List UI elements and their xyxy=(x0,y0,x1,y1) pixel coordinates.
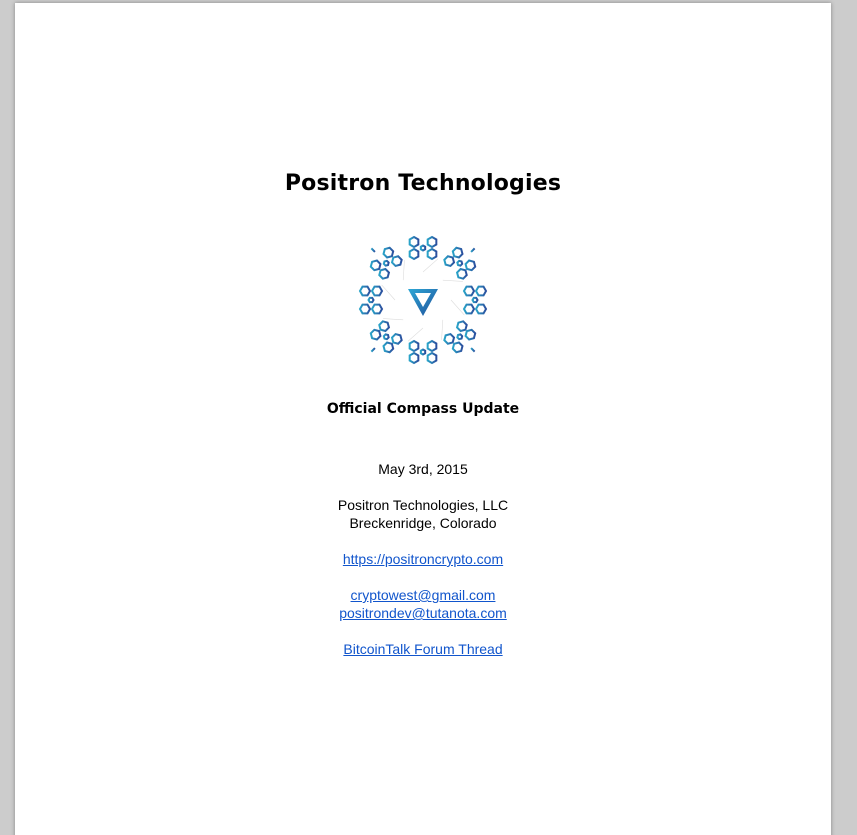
website-link[interactable]: https://positroncrypto.com xyxy=(342,551,504,567)
logo-hex-cell xyxy=(384,248,394,258)
logo-hex-cell xyxy=(466,261,476,271)
logo-hex-cell xyxy=(371,261,381,271)
logo-hex-cell xyxy=(421,246,425,251)
document-title: Positron Technologies xyxy=(284,171,562,196)
logo-hex-cell xyxy=(384,261,389,266)
logo-hex-cell xyxy=(369,298,374,302)
logo-hex-cell xyxy=(464,287,474,296)
logo-hex-cell xyxy=(457,334,462,339)
logo-hex-cell xyxy=(457,321,467,331)
logo-hex-cell xyxy=(466,330,476,340)
logo-web-line xyxy=(383,319,403,320)
document-subtitle: Official Compass Update xyxy=(326,401,520,417)
logo-spike xyxy=(371,248,375,252)
logo-hex-cell xyxy=(428,353,437,363)
logo-hex-cell xyxy=(372,287,382,296)
logo-hex-cell xyxy=(379,321,389,331)
logo-hex-cell xyxy=(392,256,402,266)
logo-hex-cell xyxy=(473,298,478,302)
logo-hex-cell xyxy=(384,334,389,339)
logo-hex-cell xyxy=(428,237,437,247)
logo-hex-cell xyxy=(372,305,382,314)
logo-web-line xyxy=(423,259,438,272)
logo-hex-cell xyxy=(457,261,462,266)
logo-hex-cell xyxy=(428,341,437,351)
logo-hex-cell xyxy=(410,353,419,363)
logo-hex-cell xyxy=(421,350,425,355)
logo-web-line xyxy=(382,285,395,300)
logo-spike xyxy=(471,348,475,352)
logo-hex-cell xyxy=(428,249,437,259)
logo-hex-cell xyxy=(453,343,463,353)
forum-thread-link[interactable]: BitcoinTalk Forum Thread xyxy=(343,641,503,657)
company-name: Positron Technologies, LLC xyxy=(337,497,509,513)
logo-hex-cell xyxy=(410,341,419,351)
document-date: May 3rd, 2015 xyxy=(378,461,468,477)
logo-hex-cell xyxy=(476,287,486,296)
logo-spike xyxy=(371,348,375,352)
logo-web-line xyxy=(403,260,404,280)
logo-web-line xyxy=(443,280,463,281)
logo-hex-cell xyxy=(384,343,394,353)
logo-web-line xyxy=(408,328,423,341)
email-link-positrondev[interactable]: positrondev@tutanota.com xyxy=(339,605,507,621)
logo-hex-cell xyxy=(371,330,381,340)
company-location: Breckenridge, Colorado xyxy=(349,515,497,531)
logo-hex-cell xyxy=(410,237,419,247)
logo-hex-cell xyxy=(464,305,474,314)
positron-logo-icon xyxy=(348,225,498,375)
logo-web-line xyxy=(451,300,464,315)
logo-hex-cell xyxy=(360,305,370,314)
logo-hex-cell xyxy=(476,305,486,314)
logo-web-line xyxy=(442,320,443,340)
email-link-cryptowest[interactable]: cryptowest@gmail.com xyxy=(350,587,496,603)
logo-hex-cell xyxy=(392,334,402,344)
logo-hex-cell xyxy=(410,249,419,259)
logo-hex-cell xyxy=(444,256,454,266)
logo-hex-cell xyxy=(453,248,463,258)
logo-hex-cell xyxy=(360,287,370,296)
logo-spike xyxy=(471,248,475,252)
document-page xyxy=(15,3,831,835)
logo-hex-cell xyxy=(379,269,389,279)
logo-hex-cell xyxy=(444,334,454,344)
logo-hex-cell xyxy=(457,269,467,279)
